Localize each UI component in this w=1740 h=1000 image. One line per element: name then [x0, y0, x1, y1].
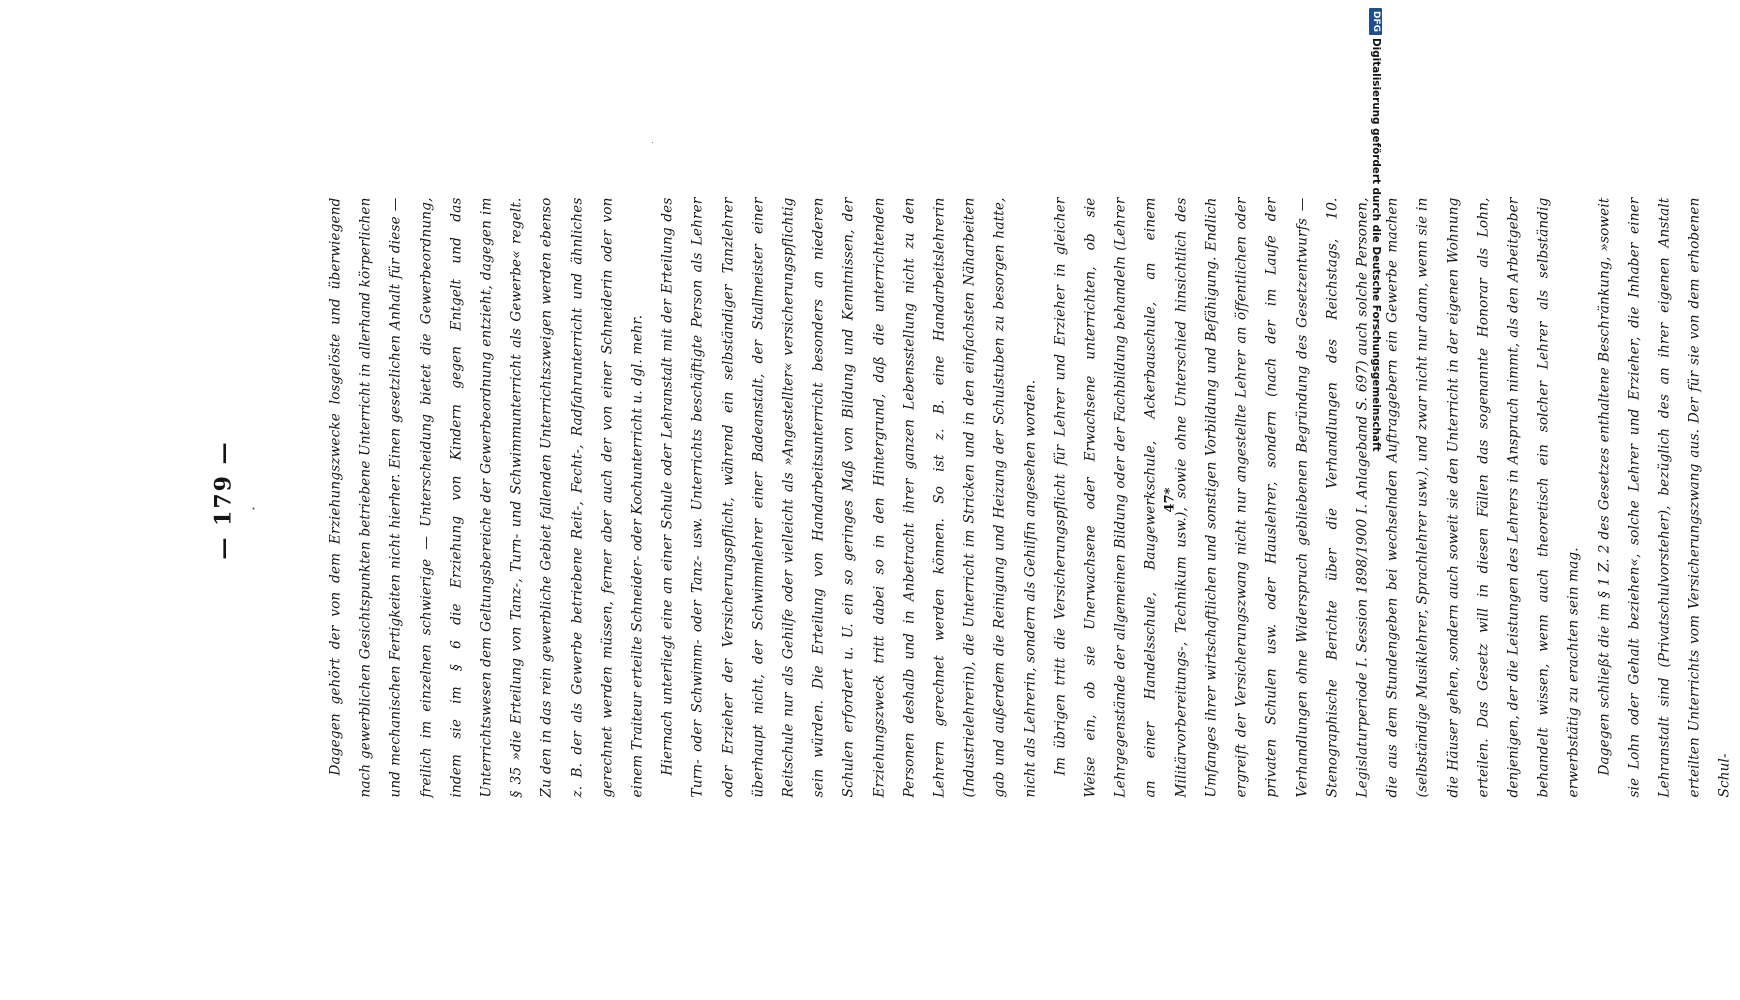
- speck: [253, 508, 255, 510]
- paragraph-1: Dagegen gehört der von dem Erziehungszwecke losgelöste und überwiegend nach gewerblichen Gesichtspunkten betriebene Unterricht in allerhand körperlichen und mechanischen Fertigkeiten nicht hierher. Einen gesetzlichen Anhalt für diese — freilich im einzelnen schwierige — Unterscheidung bietet die Gewerbeordnung, indem sie im § 6 die Erziehung von Kindern gegen Entgelt und das Unterrichtswesen dem Geltungsbereiche der Gewerbeordnung entzieht, dagegen im § 35 »die Erteilung von Tanz-, Turn- und Schwimmunterricht als Gewerbe« regelt. Zu den in das rein gewerbliche Gebiet fallenden Unterrichtszweigen werden ebenso z. B. der als Gewerbe betriebene Reit-, Fecht-, Radfahrunterricht und ähnliches gerechnet werden müssen, ferner aber auch der von einer Schneiderin oder von einem Traiteur erteilte Schneider- oder Kochunterricht u. dgl. mehr.: [327, 197, 646, 798]
- paragraph-4: Dagegen schließt die im § 1 Z. 2 des Gesetzes enthaltene Beschränkung, »soweit sie Lohn oder Gehalt beziehen«, solche Lehrer und Erzieher, die Inhaber einer Lehranstalt sind (Privatschulvorsteher), bezüglich des an ihrer eigenen Anstalt erteilten Unterrichts vom Versicherungszwang aus. Der für sie von dem erhobenen Schul-: [1596, 197, 1733, 798]
- paragraph-2: Hiernach unterliegt eine an einer Schule oder Lehranstalt mit der Erteilung des Turn- oder Schwimm- oder Tanz- usw. Unterrichts beschäftigte Person als Lehrer oder Erzieher der Versicherungspflicht, während ein selbständiger Tanzlehrer überhaupt nicht, der Schwimmlehrer einer Badeanstalt, der Stallmeister einer Reitschule nur als Gehilfe oder vielleicht als »Angestellter« versicherungspflichtig sein würden. Die Erteilung von Handarbeitsunterricht besonders an niederen Schulen erfordert u. U. ein so geringes Maß von Bildung und Kenntnissen, der Erziehungszweck tritt dabei so in den Hintergrund, daß die unterrichtenden Personen deshalb und in Anbetracht ihrer ganzen Lebensstellung nicht zu den Lehrern gerechnet werden können. So ist z. B. eine Handarbeitslehrerin (Industrielehrerin), die Unterricht im Stricken und in den einfachsten Näharbeiten gab und außerdem die Reinigung und Heizung der Schulstuben zu besorgen hatte, nicht als Lehrerin, sondern als Gehilfin angesehen worden.: [659, 197, 1039, 798]
- credit-text: Digitalisierung gefördert durch die Deutsche Forschungsgemeinschaft: [1370, 38, 1382, 452]
- page-number-header: — 179 —: [210, 440, 237, 560]
- speck: [652, 142, 653, 143]
- paragraph-3: Im übrigen tritt die Versicherungspflicht für Lehrer und Erzieher in gleicher Weise ein, ob sie Unerwachsene oder Erwachsene unterrichten, ob sie Lehrgegenstände der allgemeinen Bildung oder der Fachbildung behandeln (Lehrer an einer Handelsschule, Baugewerkschule, Ackerbauschule, an einem Militärvorbereitungs-, Technikum usw.), sowie ohne Unterschied hinsichtlich des Umfanges ihrer wirtschaftlichen und sonstigen Vorbildung und Befähigung. Endlich ergreift der Versicherungszwang nicht nur angestellte Lehrer an öffentlichen oder privaten Schulen usw. oder Hauslehrer, sondern (nach der im Laufe der Verhandlungen ohne Widerspruch gebliebenen Begründung des Gesetzentwurfs — Stenographische Berichte über die Verhandlungen des Reichstags, 10. Legislaturperiode I. Session 1898/1900 I. Anlageband S. 697) auch solche Personen, die aus dem Stundengeben bei wechselnden Auftraggebern ein Gewerbe machen (selbständige Musiklehrer, Sprachlehrer usw.), und zwar nicht nur dann, wenn sie in die Häuser gehen, sondern auch soweit sie den Unterricht in der eigenen Wohnung erteilen. Das Gesetz will in diesen Fällen das sogenannte Honorar als Lohn, denjenigen, der die Leistungen des Lehrers in Anspruch nimmt, als den Arbeitgeber behandelt wissen, wenn auch theoretisch ein solcher Lehrer als selbständig erwerbstätig zu erachten sein mag.: [1052, 197, 1582, 798]
- digitization-credit: [1368, 8, 1384, 998]
- signature-mark: 47*: [1162, 487, 1178, 513]
- dfg-logo-icon: DFG: [1370, 8, 1383, 35]
- credit-line: [1368, 8, 1384, 998]
- body-text: [321, 198, 1740, 798]
